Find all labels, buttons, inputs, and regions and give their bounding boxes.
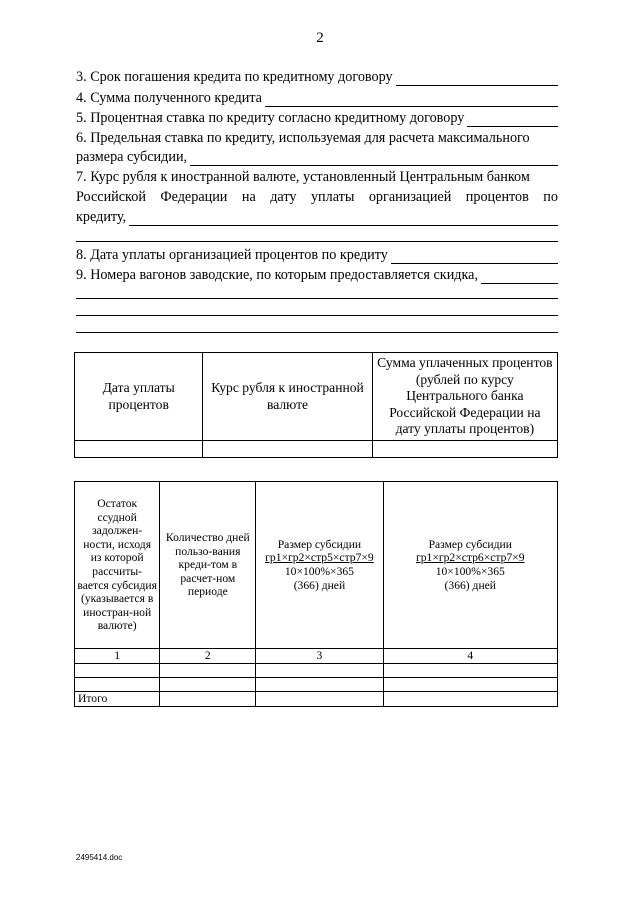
table-cell [203,441,372,458]
item-8-blank [391,250,558,264]
item-3 [76,68,558,86]
header-payment-date: Дата уплаты процентов [75,353,203,441]
item-4-blank [265,93,558,107]
subsidy-6-days: (366) дней [444,578,496,592]
header-days-count: Количество дней пользо-вания креди-том в расчет-ном периоде [160,482,256,649]
subsidy-6-numerator: гр1×гр2×стр6×стр7×9 [415,551,525,565]
table-cell [256,677,383,691]
header-subsidy-5 [256,482,383,649]
header-subsidy-6 [383,482,557,649]
item-9 [76,266,558,284]
item-7-blank [129,212,558,226]
item-3-blank [396,72,558,86]
item-6-blank [190,152,558,166]
subsidy-5-days: (366) дней [293,578,346,592]
table-cell [160,677,256,691]
table-cell [160,691,256,706]
item-6-line-1: 6. Предельная ставка по кредиту, используемая для расчета максимального [76,130,530,146]
item-6-label: размера субсидии, [76,149,188,165]
header-interest-paid: Сумма уплаченных процентов (рублей по курсу Центрального банка Российской Федерации на дату уплаты процентов) [372,353,557,441]
header-loan-balance: Остаток ссудной задолжен-ности, исходя из которой рассчиты-вается субсидия (указывается в иностран-ной валюте) [75,482,160,649]
item-4-label: 4. Сумма полученного кредита [76,90,262,106]
subsidy-6-denominator: 10×100%×365 [435,565,505,578]
subsidy-6-title: Размер субсидии [428,537,512,551]
item-7-line-3 [76,208,558,226]
header-exchange-rate: Курс рубля к иностранной валюте [203,353,372,441]
item-9-blank [481,270,558,284]
blank-line [76,298,558,299]
table-cell [372,441,557,458]
interest-rate-table [74,352,558,458]
blank-line [76,241,558,242]
column-number: 1 [75,649,160,664]
item-7-line-1 [76,168,558,186]
table-cell [256,663,383,677]
total-label: Итого [75,691,160,706]
item-5-blank [467,113,558,127]
item-5 [76,109,558,127]
table-cell [383,691,557,706]
item-4 [76,89,558,107]
subsidy-5-numerator: гр1×гр2×стр5×стр7×9 [265,551,374,565]
blank-line [76,332,558,333]
table-cell [75,441,203,458]
column-number: 2 [160,649,256,664]
page-number: 2 [316,30,324,46]
item-8-label: 8. Дата уплаты организацией процентов по кредиту [76,247,388,263]
subsidy-5-title: Размер субсидии [277,537,362,551]
item-7-line-2: Российской Федерации на дату уплаты организацией процентов по [76,189,558,205]
subsidy-5-denominator: 10×100%×365 [284,565,354,578]
item-6-line-2 [76,148,558,166]
table-cell [160,663,256,677]
item-7-text-1: 7. Курс рубля к иностранной валюте, установленный Центральным банком [76,169,530,185]
column-number: 4 [383,649,557,664]
table-cell [75,663,160,677]
subsidy-table [74,481,558,707]
document-filename: 2495414.doc [76,853,123,862]
table-cell [383,663,557,677]
item-3-label: 3. Срок погашения кредита по кредитному договору [76,69,393,85]
table-cell [383,677,557,691]
table-cell [256,691,383,706]
item-9-label: 9. Номера вагонов заводские, по которым предоставляется скидка, [76,267,479,283]
column-number: 3 [256,649,383,664]
blank-line [76,315,558,316]
item-7-label: кредиту, [76,209,127,225]
item-5-label: 5. Процентная ставка по кредиту согласно кредитному договору [76,110,465,126]
item-8 [76,246,558,264]
table-cell [75,677,160,691]
